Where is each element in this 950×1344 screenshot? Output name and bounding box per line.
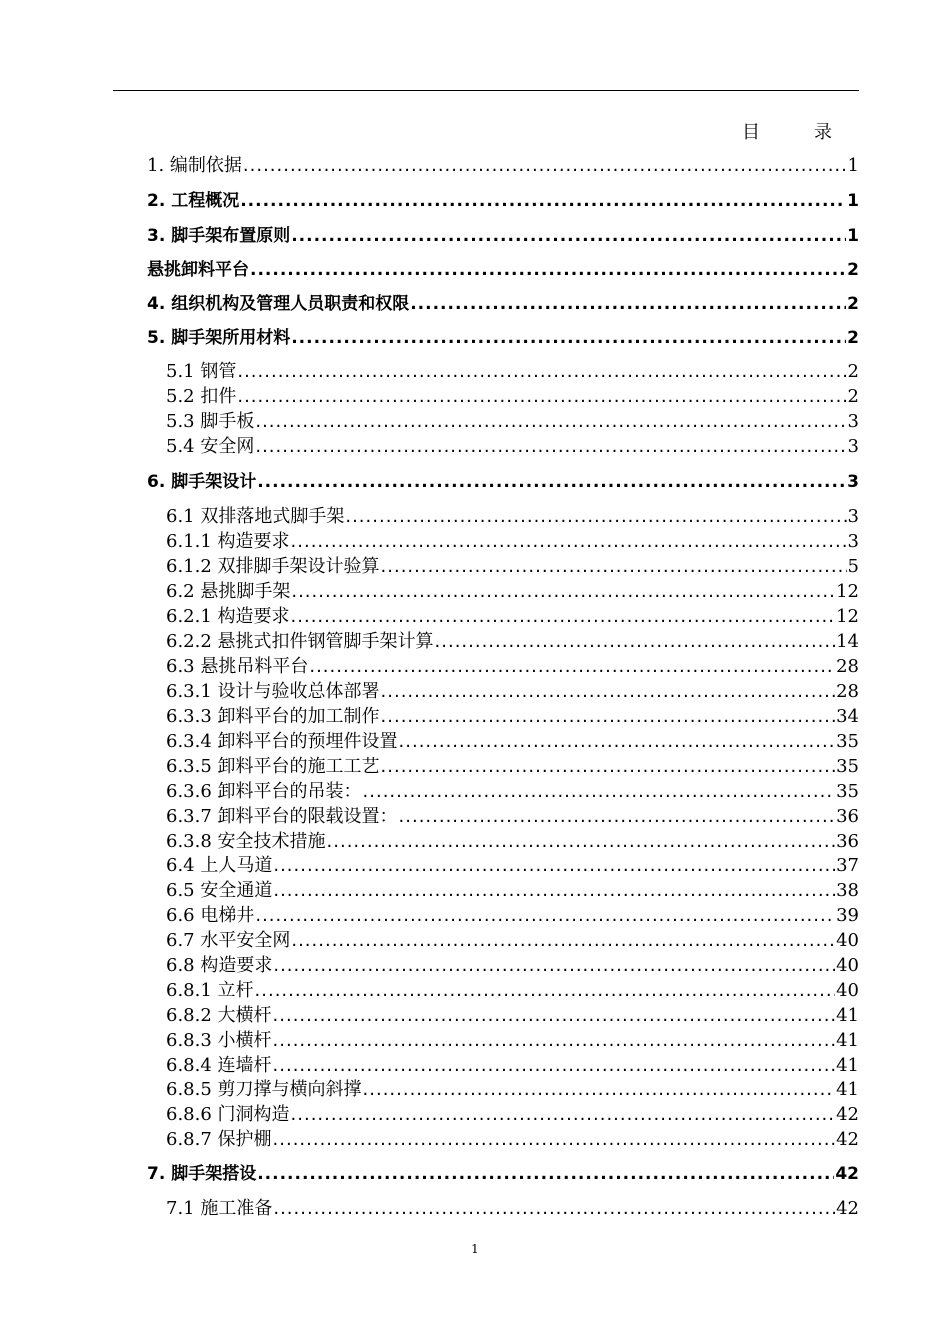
toc-entry[interactable] (166, 677, 859, 703)
toc-entry-title: 7.1 施工准备 (166, 1198, 273, 1219)
toc-leader-dots (291, 581, 835, 602)
toc-entry-page: 12 (836, 581, 859, 602)
toc-entry-title: 6.8.4 连墙杆 (166, 1055, 272, 1076)
toc-leader-dots (273, 1198, 835, 1219)
toc-entry-title: 6.2.2 悬挑式扣件钢管脚手架计算 (166, 631, 434, 652)
toc-entry-title: 6.8.2 大横杆 (166, 1005, 272, 1026)
toc-entry-page: 35 (836, 756, 859, 777)
toc-entry[interactable] (166, 407, 859, 433)
toc-leader-dots (363, 781, 836, 802)
toc-entry[interactable] (166, 901, 859, 927)
toc-entry-page: 2 (847, 361, 859, 382)
toc-title (742, 118, 832, 144)
toc-entry[interactable] (147, 221, 859, 247)
toc-entry-title: 悬挑卸料平台 (147, 260, 249, 280)
toc-entry[interactable] (166, 926, 859, 952)
toc-entry[interactable] (147, 1159, 859, 1185)
toc-entry-title: 5.3 脚手板 (166, 411, 255, 432)
toc-entry-title: 6.8 构造要求 (166, 955, 273, 976)
toc-entry[interactable] (166, 382, 859, 408)
toc-entry[interactable] (166, 527, 859, 553)
toc-leader-dots (255, 980, 836, 1001)
toc-entry-title: 6.4 上人马道 (166, 855, 273, 876)
toc-entry-title: 4. 组织机构及管理人员职责和权限 (147, 294, 410, 314)
toc-entry-title: 6.8.3 小横杆 (166, 1030, 272, 1051)
toc-entry-page: 41 (836, 1030, 859, 1051)
toc-entry-title: 6.1.2 双排脚手架设计验算 (166, 556, 380, 577)
toc-entry[interactable] (147, 323, 859, 349)
toc-entry[interactable] (166, 602, 859, 628)
toc-leader-dots (273, 880, 835, 901)
toc-entry-title: 6.8.7 保护棚 (166, 1129, 272, 1150)
toc-leader-dots (291, 531, 847, 552)
toc-leader-dots (237, 361, 846, 382)
toc-entry-title: 6.2.1 构造要求 (166, 606, 290, 627)
toc-leader-dots (273, 1005, 836, 1026)
toc-entry[interactable] (166, 976, 859, 1002)
toc-entry[interactable] (166, 357, 859, 383)
toc-entry-page: 12 (836, 606, 859, 627)
toc-entry-page: 39 (836, 905, 859, 926)
toc-entry-title: 6.1.1 构造要求 (166, 531, 290, 552)
toc-leader-dots (273, 1055, 836, 1076)
toc-leader-dots (309, 656, 835, 677)
toc-entry-title: 5.1 钢管 (166, 361, 237, 382)
toc-entry-title: 6.3.8 安全技术措施 (166, 831, 326, 852)
toc-entry-title: 6.3.3 卸料平台的加工制作 (166, 706, 380, 727)
toc-entry[interactable] (166, 876, 859, 902)
toc-entry[interactable] (166, 1001, 859, 1027)
toc-entry-title: 3. 脚手架布置原则 (147, 226, 291, 246)
toc-entry-title: 6.6 电梯井 (166, 905, 255, 926)
toc-entry-page: 3 (847, 411, 859, 432)
toc-leader-dots (399, 806, 836, 827)
toc-leader-dots (410, 294, 846, 314)
toc-leader-dots (243, 155, 847, 176)
toc-entry-page: 36 (836, 831, 859, 852)
toc-entry[interactable] (166, 432, 859, 458)
page-number: 1 (471, 1242, 479, 1256)
toc-title-char-2: 录 (814, 122, 832, 143)
toc-entry[interactable] (166, 1051, 859, 1077)
toc-entry-page: 42 (836, 1129, 859, 1150)
toc-leader-dots (291, 930, 835, 951)
toc-entry[interactable] (166, 627, 859, 653)
toc-entry-page: 1 (847, 226, 859, 246)
toc-leader-dots (255, 905, 835, 926)
toc-entry[interactable] (166, 502, 859, 528)
toc-entry-page: 40 (836, 930, 859, 951)
toc-entry-page: 41 (836, 1055, 859, 1076)
toc-leader-dots (240, 191, 846, 211)
toc-entry-page: 3 (847, 436, 859, 457)
toc-entry[interactable] (166, 1100, 859, 1126)
toc-entry-page: 37 (836, 855, 859, 876)
toc-entry-page: 1 (847, 155, 859, 176)
toc-entry-page: 35 (836, 731, 859, 752)
toc-entry-page: 2 (847, 260, 859, 280)
toc-leader-dots (291, 226, 846, 246)
toc-leader-dots (291, 1104, 836, 1125)
toc-entry-title: 7. 脚手架搭设 (147, 1164, 257, 1184)
toc-entry-page: 5 (847, 556, 859, 577)
toc-entry-title: 6.3 悬挑吊料平台 (166, 656, 309, 677)
toc-entry[interactable] (166, 1194, 859, 1220)
toc-entry-page: 42 (836, 1198, 859, 1219)
toc-leader-dots (273, 855, 835, 876)
toc-entry-page: 42 (835, 1164, 859, 1184)
toc-entry-page: 2 (847, 294, 859, 314)
toc-entry-title: 6.8.5 剪刀撑与横向斜撑 (166, 1079, 362, 1100)
toc-leader-dots (255, 436, 846, 457)
toc-entry[interactable] (166, 577, 859, 603)
toc-leader-dots (381, 556, 847, 577)
toc-entry-title: 6.3.6 卸料平台的吊装： (166, 781, 362, 802)
toc-entry-page: 38 (836, 880, 859, 901)
toc-entry[interactable] (166, 802, 859, 828)
toc-leader-dots (399, 731, 836, 752)
toc-entry-title: 6.5 安全通道 (166, 880, 273, 901)
toc-entry-page: 28 (836, 681, 859, 702)
toc-leader-dots (273, 1129, 836, 1150)
toc-entry-title: 6.8.6 门洞构造 (166, 1104, 290, 1125)
toc-leader-dots (381, 681, 836, 702)
toc-entry-page: 2 (847, 328, 859, 348)
toc-entry[interactable] (166, 777, 859, 803)
toc-entry[interactable] (166, 851, 859, 877)
toc-entry-page: 3 (847, 506, 859, 527)
toc-entry[interactable] (166, 1075, 859, 1101)
toc-entry[interactable] (147, 255, 859, 281)
toc-leader-dots (381, 706, 836, 727)
toc-entry-title: 6. 脚手架设计 (147, 472, 257, 492)
toc-entry[interactable] (166, 727, 859, 753)
toc-entry-title: 1. 编制依据 (147, 155, 242, 176)
toc-leader-dots (327, 831, 836, 852)
toc-entry[interactable] (166, 1125, 859, 1151)
toc-entry-title: 6.8.1 立杆 (166, 980, 254, 1001)
toc-entry-title: 6.3.4 卸料平台的预埋件设置 (166, 731, 398, 752)
toc-entry-page: 14 (836, 631, 859, 652)
toc-leader-dots (435, 631, 836, 652)
toc-entry[interactable] (147, 467, 859, 493)
toc-entry-page: 3 (847, 531, 859, 552)
toc-entry-title: 5. 脚手架所用材料 (147, 328, 291, 348)
toc-leader-dots (381, 756, 836, 777)
toc-entry-title: 6.3.7 卸料平台的限载设置： (166, 806, 398, 827)
toc-entry-page: 40 (836, 980, 859, 1001)
toc-leader-dots (255, 411, 846, 432)
toc-entry-title: 5.4 安全网 (166, 436, 255, 457)
toc-leader-dots (273, 1030, 836, 1051)
toc-entry[interactable] (166, 652, 859, 678)
toc-leader-dots (291, 606, 836, 627)
toc-entry-page: 28 (836, 656, 859, 677)
toc-entry-title: 5.2 扣件 (166, 386, 237, 407)
toc-entry-page: 40 (836, 955, 859, 976)
toc-entry-page: 34 (836, 706, 859, 727)
toc-entry-page: 1 (847, 191, 859, 211)
toc-entry[interactable] (166, 702, 859, 728)
toc-entry-page: 36 (836, 806, 859, 827)
toc-entry-title: 6.1 双排落地式脚手架 (166, 506, 345, 527)
toc-entry[interactable] (147, 186, 859, 212)
toc-entry-title: 2. 工程概况 (147, 191, 240, 211)
toc-entry-title: 6.7 水平安全网 (166, 930, 291, 951)
toc-entry[interactable] (147, 289, 859, 315)
header-rule (113, 90, 859, 91)
toc-entry-title: 6.2 悬挑脚手架 (166, 581, 291, 602)
toc-leader-dots (237, 386, 846, 407)
toc-entry[interactable] (166, 1026, 859, 1052)
toc-leader-dots (345, 506, 846, 527)
toc-entry-page: 42 (836, 1104, 859, 1125)
toc-entry-title: 6.3.1 设计与验收总体部署 (166, 681, 380, 702)
toc-entry-page: 3 (847, 472, 859, 492)
toc-leader-dots (273, 955, 835, 976)
toc-entry-page: 41 (836, 1005, 859, 1026)
toc-entry-page: 2 (847, 386, 859, 407)
toc-title-char-1: 目 (742, 122, 760, 143)
toc-leader-dots (363, 1079, 836, 1100)
toc-entry[interactable] (166, 752, 859, 778)
toc-entry[interactable] (147, 151, 859, 177)
toc-leader-dots (250, 260, 846, 280)
toc-entry[interactable] (166, 552, 859, 578)
toc-leader-dots (257, 472, 846, 492)
toc-entry[interactable] (166, 951, 859, 977)
toc-entry[interactable] (166, 827, 859, 853)
toc-leader-dots (257, 1164, 834, 1184)
toc-entry-title: 6.3.5 卸料平台的施工工艺 (166, 756, 380, 777)
toc-leader-dots (291, 328, 846, 348)
toc-entry-page: 41 (836, 1079, 859, 1100)
toc-entry-page: 35 (836, 781, 859, 802)
